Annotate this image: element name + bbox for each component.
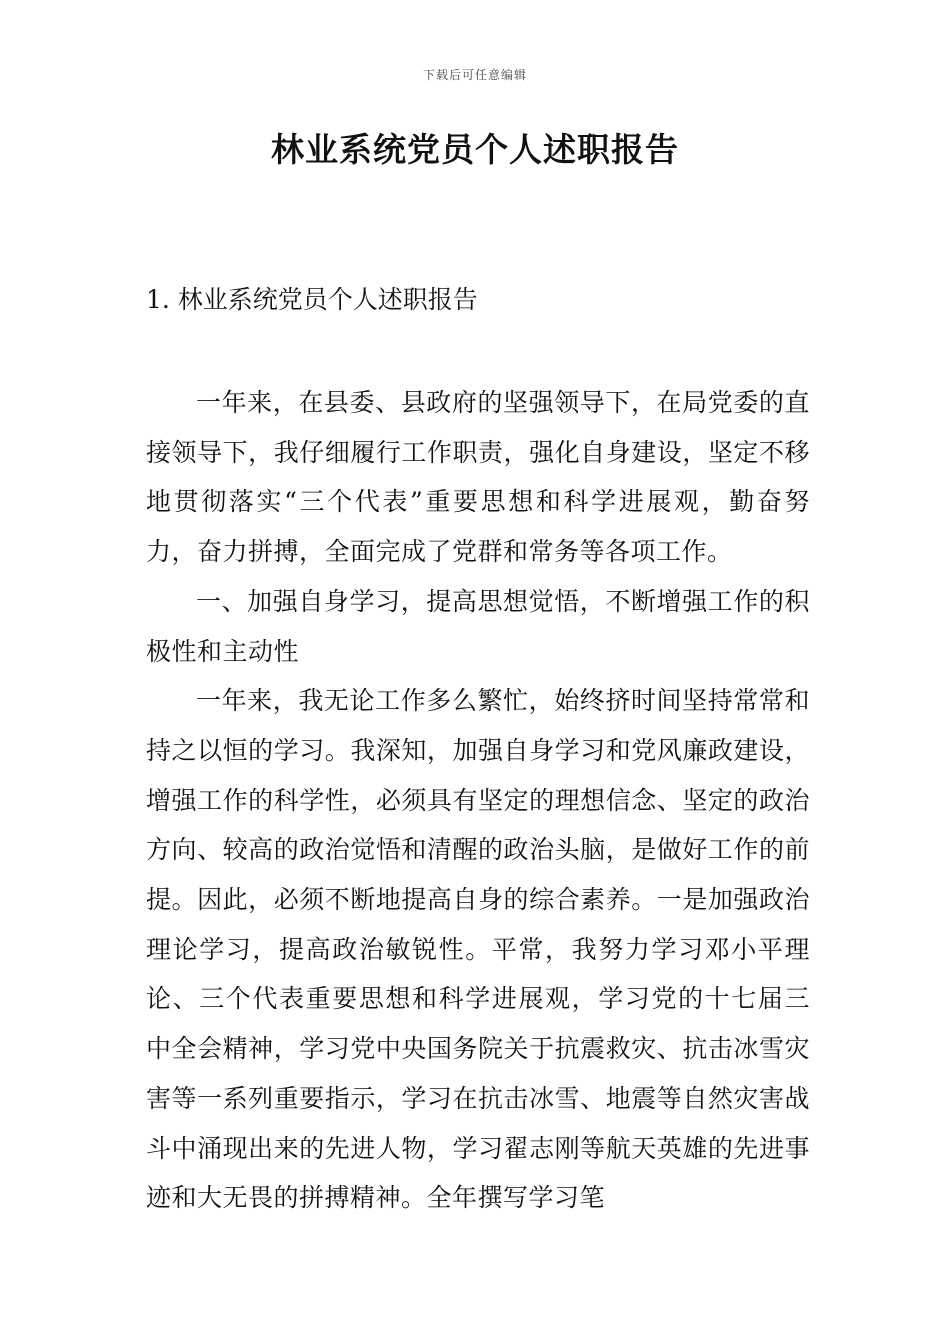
paragraph-study: 一年来，我无论工作多么繁忙，始终挤时间坚持常常和持之以恒的学习。我深知，加强自身学习和党风廉政建设，增强工作的科学性，必须具有坚定的理想信念、坚定的政治方向、较高的政治觉悟和清醒的政治头脑，是做好工作的前提。因此，必须不断地提高自身的综合素养。一是加强政治理论学习，提高政治敏锐性。平常，我努力学习邓小平理论、三个代表重要思想和科学进展观，学习党的十七届三 中全会精神，学习党中央国务院关于抗震救灾、抗击冰雪灾害等一系列重要指示，学习在抗击冰雪、地震等自然灾害战斗中涌现出来的先进人物，学习翟志刚等航天英雄的先进事迹和大无畏的拼搏精神。全年撰写学习笔 — [146, 686, 810, 1213]
body-text — [146, 378, 810, 1223]
section-heading: 1. 林业系统党员个人述职报告 — [146, 285, 478, 314]
paragraph-subheading: 一、加强自身学习，提高思想觉悟，不断增强工作的积极性和主动性 — [146, 586, 810, 666]
header-note: 下载后可任意编辑 — [422, 68, 527, 82]
paragraph-intro: 一年来，在县委、县政府的坚强领导下，在局党委的直接领导下，我仔细履行工作职责，强化自身建设，坚定不移地贯彻落实“三个代表”重要思想和科学进展观，勤奋努力，奋力拼搏，全面完成了党群和常务等各项工作。 — [146, 388, 810, 567]
document-title: 林业系统党员个人述职报告 — [271, 130, 679, 169]
